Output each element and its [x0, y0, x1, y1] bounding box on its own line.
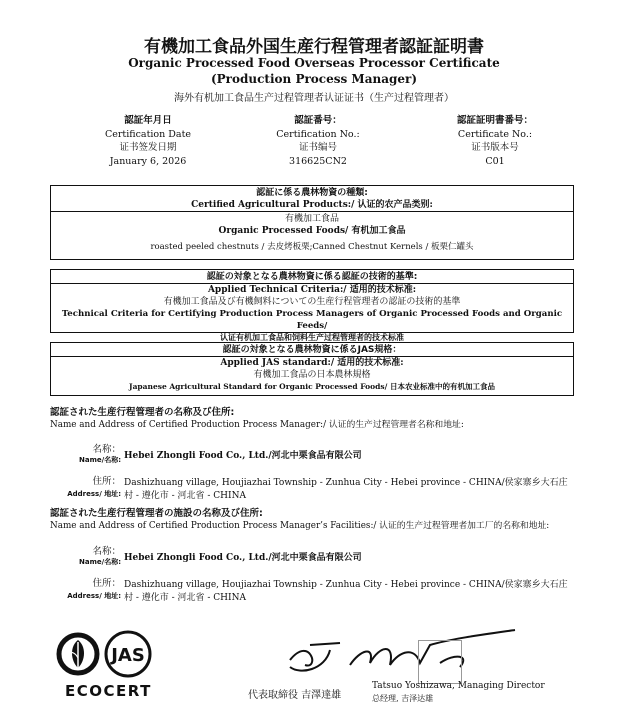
meta-number-jp: 認証番号：: [294, 115, 342, 126]
criteria-inner: [51, 283, 573, 344]
manager-addr-line2: 村 - 遵化市 - 河北省 - CHINA: [124, 491, 246, 501]
meta-number-cn: 证书编号: [298, 142, 337, 153]
company-seal-stamp: [418, 640, 462, 684]
jas-heading-jp: 認証の対象となる農林物資に係るJAS規格：: [222, 345, 402, 355]
meta-date-value: January 6, 2026: [109, 155, 187, 167]
jas-text-jp: 有機加工食品の日本農林規格: [253, 370, 371, 380]
meta-number-en: Certification No.:: [276, 128, 360, 140]
facility-addr-line2: 村 - 遵化市 - 河北省 - CHINA: [124, 593, 246, 603]
meta-number-value: 316625CN2: [289, 155, 347, 167]
products-category-en: Organic Processed Foods/ 有机加工食品: [218, 226, 406, 236]
facility-addr-line1: Dashizhuang village, Houjiazhai Township - Zunhua City - Hebei province - CHINA/侯家寨乡大石庄: [124, 580, 568, 590]
jas-mark-icon: [106, 632, 150, 676]
ecocert-brand: ECOCERT: [65, 682, 152, 700]
jas-inner: [51, 356, 573, 393]
facility-heading-jp: 認証された生産行程管理者の施設の名称及び住所:: [50, 508, 263, 519]
criteria-text-jp: 有機加工食品及び有機飼料についての生産行程管理者の認証の技術的基準: [163, 297, 461, 307]
manager-addr-label: [53, 473, 121, 499]
jas-text-en: Japanese Agricultural Standard for Organic Processed Foods/ 日本农业标准中的有机加工食品: [129, 382, 495, 391]
manager-addr-label-en: Address/ 地址:: [67, 490, 121, 498]
handwritten-signature: [280, 625, 540, 685]
criteria-heading-en: Applied Technical Criteria:/ 适用的技术标准:: [207, 285, 417, 295]
representative-jp: 代表取締役 吉澤達雄: [248, 690, 342, 701]
jas-heading-en: Applied JAS standard:/ 适用的技术标准:: [220, 358, 404, 368]
criteria-text-cn: 认证有机加工食品和饲料生产过程管理者的技术标准: [220, 333, 404, 342]
title-cn: 海外有机加工食品生产过程管理者认证证书（生产过程管理者）: [174, 93, 454, 104]
facility-name-label: [53, 543, 121, 567]
facility-name-label-en: Name/名称:: [79, 558, 121, 566]
products-inner: [51, 211, 573, 253]
manager-name-label-en: Name/名称:: [79, 456, 121, 464]
manager-heading-en: Name and Address of Certified Production Process Manager:/ 认证的生产过程管理者名称和地址:: [50, 420, 464, 430]
criteria-text-en: Technical Criteria for Certifying Production Process Managers of Organic Processed Foods and Organic Feeds/: [61, 309, 563, 331]
meta-cert-number-en: Certificate No.:: [457, 128, 533, 140]
manager-name-label-jp: 名称：: [92, 444, 121, 455]
facility-name-label-jp: 名称：: [92, 546, 121, 557]
products-heading-en: Certified Agricultural Products:/ 认证的农产品类别:: [191, 200, 433, 210]
jas-box: [50, 342, 574, 396]
jas-logo-text: JAS: [111, 645, 145, 666]
criteria-heading-jp: 認証の対象となる農林物資に係る認証の技術的基準:: [206, 272, 418, 282]
organic-leaf-icon: [59, 635, 97, 673]
products-box: [50, 185, 574, 260]
facility-addr-label-en: Address/ 地址:: [67, 592, 121, 600]
manager-heading-jp: 認証された生産行程管理者の名称及び住所:: [50, 407, 235, 418]
facility-name-value: Hebei Zhongli Food Co., Ltd./河北中栗食品有限公司: [124, 553, 362, 563]
manager-section: [50, 406, 464, 432]
title-en-sub: (Production Process Manager): [210, 72, 418, 86]
title-jp: 有機加工食品外国生産行程管理者認証証明書: [144, 37, 484, 57]
products-item: roasted peeled chestnuts / 去皮烤板栗;Canned Chestnut Kernels / 板栗仁罐头: [150, 242, 474, 252]
facility-addr-label-jp: 住所：: [92, 578, 121, 589]
meta-cert-number-value: C01: [485, 155, 505, 167]
products-heading-jp: 認証に係る農林物資の種類:: [256, 188, 368, 198]
criteria-box: [50, 269, 574, 342]
meta-date-cn: 证书签发日期: [119, 142, 177, 153]
meta-cert-number-cn: 证书版本号: [471, 142, 519, 153]
meta-cert-number-jp: 認証証明書番号：: [456, 115, 533, 126]
meta-date-jp: 認証年月日: [124, 115, 172, 126]
manager-addr-label-jp: 住所：: [92, 476, 121, 487]
manager-name-label: [53, 441, 121, 465]
representative-en: Tatsuo Yoshizawa, Managing Director: [372, 681, 545, 691]
meta-date-en: Certification Date: [104, 128, 192, 140]
title-en: Organic Processed Food Overseas Processor Certificate: [128, 56, 500, 70]
manager-addr-line1: Dashizhuang village, Houjiazhai Township - Zunhua City - Hebei province - CHINA/侯家寨乡大石庄: [124, 478, 568, 488]
meta-number: [258, 114, 378, 168]
manager-name-value: Hebei Zhongli Food Co., Ltd./河北中栗食品有限公司: [124, 451, 362, 461]
products-category-jp: 有機加工食品: [284, 214, 339, 224]
meta-cert-number: [430, 114, 560, 168]
facility-section: [50, 507, 549, 533]
facility-heading-en: Name and Address of Certified Production Process Manager’s Facilities:/ 认证的生产过程管理者加工厂的名称和地址:: [50, 521, 550, 531]
facility-addr-label: [53, 575, 121, 601]
representative-cn: 总经理, 吉泽达雄: [372, 694, 434, 703]
meta-date: [88, 114, 208, 168]
